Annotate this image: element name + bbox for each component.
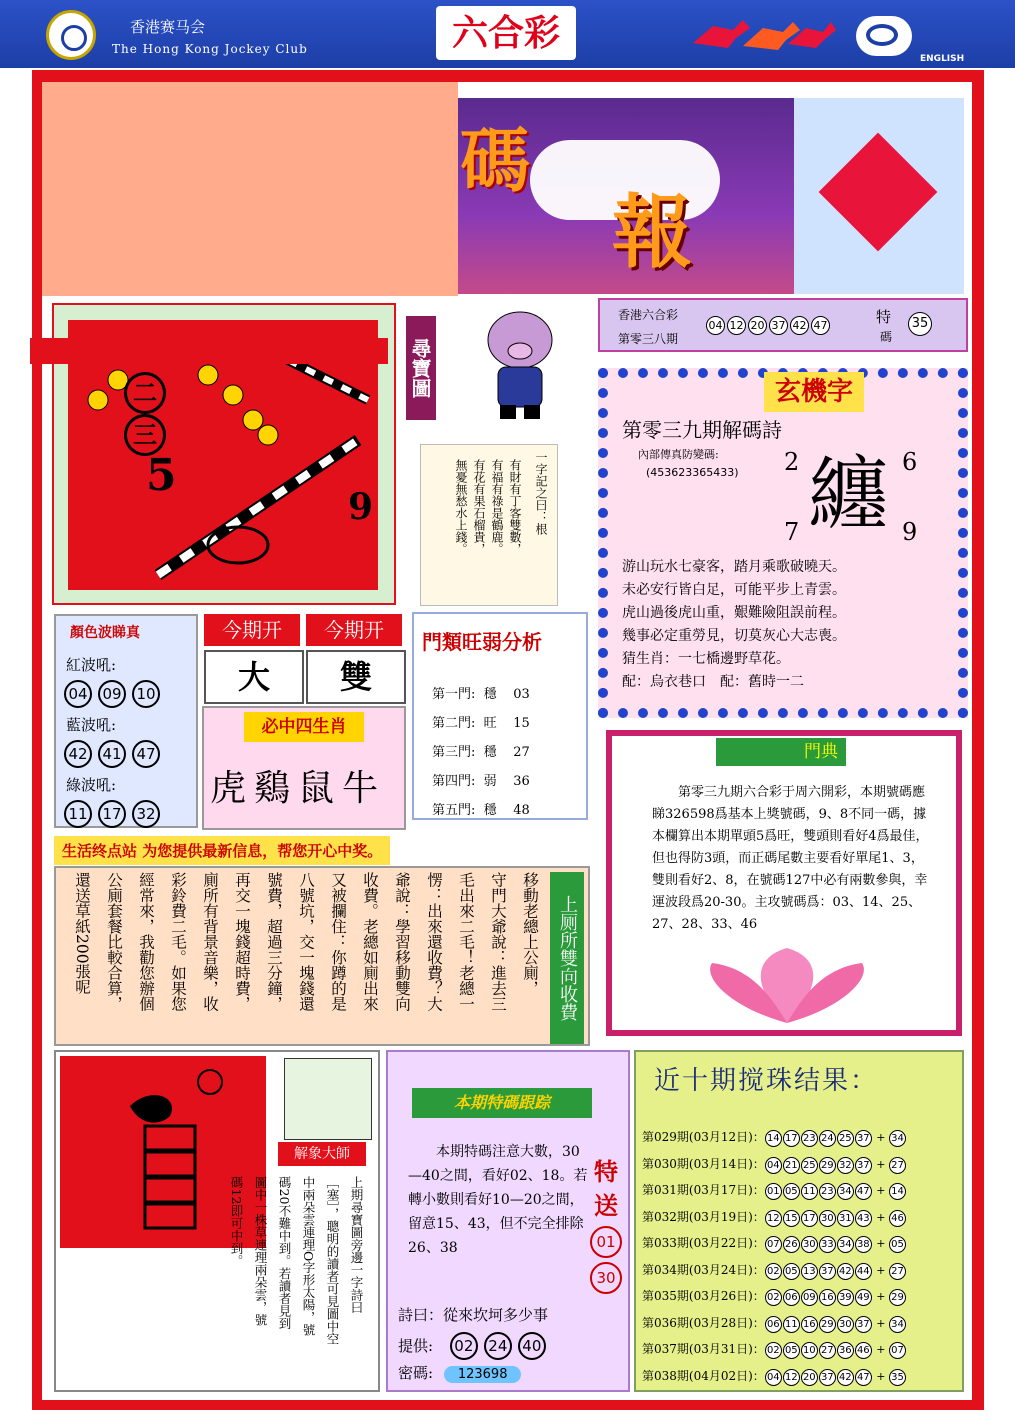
red-ball: 04 bbox=[64, 680, 92, 708]
pig-mascot-icon bbox=[470, 305, 570, 425]
red-ball: 10 bbox=[132, 680, 160, 708]
ball: 47 bbox=[811, 316, 830, 335]
draw-issue: 第033期 bbox=[642, 1236, 689, 1250]
last-draw-numbers bbox=[706, 314, 832, 335]
poem-line: 幾事必定重勞見，切莫灰心大志喪。 bbox=[622, 628, 846, 644]
draw-ball: 26 bbox=[783, 1236, 800, 1253]
poem-line: 猜生肖：一七橋邊野草花。 bbox=[622, 651, 790, 667]
wave-label-blue: 藍波吼: bbox=[66, 716, 117, 734]
draw-special-ball: 29 bbox=[889, 1289, 906, 1306]
story-line: 號費，超過三分鐘， bbox=[265, 872, 283, 1012]
draw-date: (03月17日)： bbox=[688, 1183, 765, 1197]
draw-ball: 47 bbox=[855, 1183, 872, 1200]
story-line: 再交一塊錢超時費， bbox=[233, 872, 251, 1012]
draw-special-ball: 05 bbox=[889, 1236, 906, 1253]
provide-ball: 24 bbox=[484, 1332, 512, 1360]
tonight-label-1: 今期开 bbox=[204, 614, 300, 646]
draw-issue: 第038期 bbox=[642, 1368, 689, 1383]
blue-ball: 47 bbox=[132, 740, 160, 768]
zodiac-animal: 虎 bbox=[210, 768, 255, 809]
draw-issue: 第030期 bbox=[642, 1156, 689, 1171]
interpretation-title: 解象大師 bbox=[278, 1142, 366, 1166]
zodiac-panel bbox=[202, 706, 406, 830]
anti-change-code: (453623365433) bbox=[646, 466, 739, 479]
ball: 12 bbox=[727, 316, 746, 335]
draw-ball: 36 bbox=[837, 1342, 854, 1359]
poem-line: 虎山過後虎山重，艱難險阻誤前程。 bbox=[622, 605, 846, 621]
poem-scroll bbox=[420, 444, 558, 606]
scroll-line-5: 無憂無愁水上錢。 bbox=[454, 459, 468, 555]
draw-issue: 第035期 bbox=[642, 1289, 689, 1303]
draw-row: 第037期(03月31日)： 02 05 10 27 36 46 + 07 bbox=[642, 1340, 908, 1359]
treasure-map-title: 尋寶圖 bbox=[406, 316, 436, 420]
page-title: 六合彩 bbox=[436, 6, 576, 60]
draw-ball: 11 bbox=[783, 1316, 800, 1333]
xuanji-panel bbox=[598, 368, 968, 718]
interpretation-line: 上期尋寶圖旁邊一字詩曰 bbox=[349, 1176, 364, 1314]
draw-ball: 17 bbox=[783, 1130, 800, 1147]
draw-ball: 05 bbox=[783, 1183, 800, 1200]
special-tracking-panel bbox=[386, 1050, 630, 1392]
story-line: 愣：出來還收費？大 bbox=[425, 872, 443, 1012]
door-analysis-panel bbox=[412, 612, 588, 820]
poem-line: 未必安行皆白足，可能平步上青雲。 bbox=[622, 582, 846, 598]
banner-char-ma: 碼 bbox=[460, 119, 530, 202]
draw-ball: 14 bbox=[765, 1130, 782, 1147]
ball: 37 bbox=[769, 316, 788, 335]
draw-ball: 29 bbox=[819, 1316, 836, 1333]
corner-num-br: 9 bbox=[902, 518, 918, 546]
secret-code: 123698 bbox=[444, 1366, 522, 1383]
treasure-char-2: 三 bbox=[124, 414, 166, 456]
recent-draws-title: 近十期搅珠结果： bbox=[654, 1066, 879, 1096]
draw-ball: 12 bbox=[765, 1210, 782, 1227]
draw-row: 第036期(03月28日)： 06 11 16 29 30 37 + 34 bbox=[642, 1314, 908, 1333]
provide-ball: 02 bbox=[450, 1332, 478, 1360]
tips-title: 門典 bbox=[716, 738, 846, 766]
draw-special-ball: 27 bbox=[889, 1157, 906, 1174]
draw-ball: 23 bbox=[801, 1130, 818, 1147]
org-name-en: The Hong Kong Jockey Club bbox=[112, 42, 308, 56]
draw-issue: 第037期 bbox=[642, 1342, 689, 1356]
draw-row: 第031期(03月17日)： 01 05 11 23 34 47 + 14 bbox=[642, 1181, 908, 1200]
special-tracking-title: 本期特碼跟踪 bbox=[412, 1088, 592, 1118]
draw-special-ball: 34 bbox=[889, 1130, 906, 1147]
scroll-line-1: 一字記之曰：根 bbox=[534, 451, 548, 535]
blue-ball: 41 bbox=[98, 740, 126, 768]
tonight-size: 大 bbox=[204, 650, 304, 704]
draw-ball: 27 bbox=[819, 1342, 836, 1359]
interpretation-line: ［塞］，聰明的讀者可見圖中空 bbox=[325, 1176, 340, 1345]
draw-issue: 第032期 bbox=[642, 1209, 689, 1224]
tonight-parity: 雙 bbox=[306, 650, 406, 704]
draw-date: (03月19日)： bbox=[688, 1209, 765, 1224]
story-line: 爺說：學習移動雙向 bbox=[393, 872, 411, 1012]
draw-ball: 06 bbox=[765, 1316, 782, 1333]
draw-ball: 30 bbox=[837, 1316, 854, 1333]
draw-ball: 23 bbox=[819, 1183, 836, 1200]
draw-ball: 44 bbox=[855, 1263, 872, 1280]
scroll-line-3: 有福有祿是鶴鹿。 bbox=[490, 459, 504, 555]
story-line: 經常來，我勸您辦個 bbox=[137, 872, 155, 1012]
draw-ball: 09 bbox=[801, 1289, 818, 1306]
draw-ball: 17 bbox=[801, 1210, 818, 1227]
zodiac-animal: 鷄 bbox=[254, 768, 299, 809]
draw-ball: 37 bbox=[819, 1263, 836, 1280]
draw-issue: 第029期 bbox=[642, 1130, 689, 1144]
draw-ball: 02 bbox=[765, 1263, 782, 1280]
draw-ball: 31 bbox=[837, 1210, 854, 1227]
draw-special-ball: 27 bbox=[889, 1263, 906, 1280]
draw-ball: 32 bbox=[837, 1157, 854, 1174]
tips-panel bbox=[606, 730, 962, 1036]
ball: 04 bbox=[706, 316, 725, 335]
interpretation-line: 碼12即可中到。 bbox=[229, 1176, 244, 1267]
special-tracking-text: 本期特碼注意大數，30—40之間，看好02、18。若轉小數則看好10—20之間，留意15、43，但不完全排除26、38 bbox=[408, 1144, 588, 1256]
draw-date: (03月22日)： bbox=[688, 1236, 765, 1250]
horses-icon bbox=[688, 8, 838, 58]
blue-ball: 42 bbox=[64, 740, 92, 768]
banner-char-bao: 報 bbox=[612, 185, 692, 279]
draw-ball: 06 bbox=[783, 1289, 800, 1306]
door-analysis-title: 門類旺弱分析 bbox=[422, 630, 542, 654]
draw-special-ball: 14 bbox=[889, 1183, 906, 1200]
last-draw-box bbox=[598, 298, 968, 352]
draw-special-ball: 46 bbox=[889, 1210, 906, 1227]
draw-special-ball: 07 bbox=[889, 1342, 906, 1359]
draw-ball: 34 bbox=[837, 1183, 854, 1200]
door-row: 第一門: 穩 03 bbox=[432, 687, 530, 702]
poem-title: 第零三九期解碼詩 bbox=[622, 418, 782, 442]
interpretation-line: 中兩朵雲連理O字形太陽，號 bbox=[301, 1176, 316, 1337]
story-line: 還送草紙200張呢 bbox=[73, 872, 91, 995]
draw-ball: 01 bbox=[765, 1183, 782, 1200]
draw-ball: 46 bbox=[855, 1342, 872, 1359]
special-label-2: 碼 bbox=[880, 330, 893, 344]
last-draw-label: 香港六合彩 bbox=[618, 308, 679, 322]
color-wave-title: 顏色波睇真 bbox=[70, 625, 140, 641]
toilet-story-title: 上厕所雙向收費 bbox=[550, 872, 584, 1044]
ball: 20 bbox=[748, 316, 767, 335]
story-line: 毛出來二毛！老總一 bbox=[457, 872, 475, 1012]
draw-ball: 47 bbox=[855, 1369, 872, 1386]
ball: 42 bbox=[790, 316, 809, 335]
draw-ball: 02 bbox=[765, 1342, 782, 1359]
special-send-ball: 01 bbox=[590, 1226, 622, 1258]
english-link[interactable]: ENGLISH bbox=[920, 54, 965, 64]
draw-ball: 12 bbox=[783, 1369, 800, 1386]
story-line: 守門大爺說：進去三 bbox=[489, 872, 507, 1012]
draw-ball: 05 bbox=[783, 1342, 800, 1359]
door-row: 第五門: 穩 48 bbox=[432, 803, 530, 818]
draw-ball: 43 bbox=[855, 1210, 872, 1227]
anti-change-code-label: 內部傳真防變碼: bbox=[638, 448, 719, 461]
draw-special-ball: 35 bbox=[889, 1369, 906, 1386]
draw-ball: 34 bbox=[837, 1236, 854, 1253]
door-row: 第三門: 穩 27 bbox=[432, 745, 530, 760]
draw-ball: 37 bbox=[819, 1369, 836, 1386]
draw-ball: 25 bbox=[801, 1157, 818, 1174]
draw-ball: 30 bbox=[801, 1236, 818, 1253]
special-send-label-2: 送 bbox=[594, 1191, 618, 1220]
corner-num-tl: 2 bbox=[784, 448, 800, 476]
story-line: 公廁套餐比較合算， bbox=[105, 872, 123, 1012]
treasure-map-bar bbox=[30, 338, 388, 364]
draw-row: 第038期(04月02日)： 04 12 20 37 42 47 + 35 bbox=[642, 1367, 908, 1386]
green-ball: 11 bbox=[64, 800, 92, 828]
draw-row: 第030期(03月14日)： 04 21 25 29 32 37 + 27 bbox=[642, 1155, 908, 1174]
zodiac-title: 必中四生肖 bbox=[244, 712, 364, 742]
corner-num-bl: 7 bbox=[784, 518, 800, 546]
draw-row: 第034期(03月24日)： 02 05 13 37 42 44 + 27 bbox=[642, 1261, 908, 1280]
code-label: 密碼: bbox=[398, 1364, 434, 1382]
draw-ball: 42 bbox=[837, 1263, 854, 1280]
draw-issue: 第031期 bbox=[642, 1183, 689, 1197]
scroll-line-4: 有花有果石榴貴， bbox=[472, 459, 486, 555]
red-ball: 09 bbox=[98, 680, 126, 708]
big-clue-char: 纏 bbox=[808, 448, 888, 541]
poem-note: 詩曰：從來坎坷多少事 bbox=[398, 1306, 549, 1324]
draw-ball: 37 bbox=[855, 1157, 872, 1174]
interpretation-line: 圖中一株草連理兩朵雲，號 bbox=[253, 1176, 268, 1326]
hkjc-logo-icon[interactable] bbox=[46, 10, 96, 60]
wave-label-green: 綠波吼: bbox=[66, 776, 117, 794]
draw-ball: 39 bbox=[837, 1289, 854, 1306]
draw-ball: 49 bbox=[855, 1289, 872, 1306]
draw-ball: 37 bbox=[855, 1130, 872, 1147]
story-line: 又被攔住：你蹲的是 bbox=[329, 872, 347, 1012]
draw-special-ball: 34 bbox=[889, 1316, 906, 1333]
header-bar bbox=[0, 0, 1015, 68]
draw-issue: 第034期 bbox=[642, 1262, 689, 1277]
poem-line: 配：烏衣巷口 配：舊時一二 bbox=[622, 674, 804, 690]
tonight-label-2: 今期开 bbox=[306, 614, 402, 646]
draw-date: (04月02日)： bbox=[688, 1368, 765, 1383]
draw-date: (03月31日)： bbox=[688, 1342, 765, 1356]
draw-ball: 25 bbox=[837, 1130, 854, 1147]
provide-ball: 40 bbox=[518, 1332, 546, 1360]
ad-block bbox=[42, 82, 458, 296]
interpretation-line: 碼20不難中到。若讀者見到 bbox=[277, 1176, 292, 1330]
treasure-digit-left: 5 bbox=[146, 450, 177, 501]
draw-ball: 11 bbox=[801, 1183, 818, 1200]
toilet-story-panel bbox=[54, 866, 590, 1046]
tips-text: 第零三九期六合彩于周六開彩，本期號碼應睇326598爲基本上獎號碼，9、8不同一碼，據本欄算出本期單頭5爲旺，雙頭則看好4爲最佳，但也得防3頭，而正碼尾數主要看好單尾1、3，雙則看好2、8，在號碼127中必有兩數參與，幸運波段爲20-30。主攻號碼爲：03、14、25、27、28、33、46 bbox=[652, 785, 929, 932]
zodiac-animal: 牛 bbox=[342, 768, 387, 809]
draw-date: (03月12日)： bbox=[688, 1130, 765, 1144]
story-line: 八號坑，交一塊錢還 bbox=[297, 872, 315, 1012]
draw-row: 第032期(03月19日)： 12 15 17 30 31 43 + 46 bbox=[642, 1208, 908, 1227]
draw-ball: 37 bbox=[855, 1316, 872, 1333]
story-line: 廁所有背景音樂，收 bbox=[201, 872, 219, 1012]
draw-ball: 04 bbox=[765, 1369, 782, 1386]
zodiac-animal: 鼠 bbox=[298, 768, 343, 809]
door-row: 第二門: 旺 15 bbox=[432, 716, 530, 731]
provide-label: 提供: bbox=[398, 1337, 434, 1355]
door-row: 第四門: 弱 36 bbox=[432, 774, 530, 789]
draw-ball: 24 bbox=[819, 1130, 836, 1147]
treasure-digit-right: 9 bbox=[348, 486, 374, 528]
poem-line: 游山玩水七豪客，踏月乘歌破曉天。 bbox=[622, 559, 846, 575]
color-wave-panel bbox=[54, 614, 198, 828]
scroll-line-2: 有財有丁客雙數， bbox=[508, 459, 522, 555]
green-ball: 32 bbox=[132, 800, 160, 828]
special-label-1: 特 bbox=[876, 308, 892, 326]
draw-issue: 第036期 bbox=[642, 1315, 689, 1330]
draw-ball: 04 bbox=[765, 1157, 782, 1174]
draw-ball: 05 bbox=[783, 1263, 800, 1280]
draw-ball: 07 bbox=[765, 1236, 782, 1253]
draw-ball: 16 bbox=[801, 1316, 818, 1333]
recent-draws-panel bbox=[634, 1050, 964, 1392]
draw-ball: 13 bbox=[801, 1263, 818, 1280]
draw-ball: 20 bbox=[801, 1369, 818, 1386]
story-line: 彩鈴費二毛。如果您 bbox=[169, 872, 187, 1012]
draw-ball: 02 bbox=[765, 1289, 782, 1306]
draw-ball: 33 bbox=[819, 1236, 836, 1253]
draw-ball: 21 bbox=[783, 1157, 800, 1174]
green-ball: 17 bbox=[98, 800, 126, 828]
draw-date: (03月24日)： bbox=[688, 1262, 765, 1277]
draw-ball: 42 bbox=[837, 1369, 854, 1386]
org-name-cn: 香港赛马会 bbox=[130, 18, 206, 36]
wave-label-red: 紅波吼: bbox=[66, 656, 117, 674]
draw-date: (03月28日)： bbox=[688, 1315, 765, 1330]
draw-ball: 16 bbox=[819, 1289, 836, 1306]
english-link-icon[interactable] bbox=[856, 16, 912, 56]
corner-num-tr: 6 bbox=[902, 448, 918, 476]
life-station-banner bbox=[54, 836, 594, 868]
draw-ball: 38 bbox=[855, 1236, 872, 1253]
draw-ball: 15 bbox=[783, 1210, 800, 1227]
special-ball: 35 bbox=[908, 312, 932, 336]
lotus-icon bbox=[672, 948, 902, 1028]
draw-row: 第029期(03月12日)： 14 17 23 24 25 37 + 34 bbox=[642, 1128, 908, 1147]
life-station-text: 生活终点站 为您提供最新信息，帮您开心中奖。 bbox=[54, 836, 390, 865]
draw-date: (03月26日)： bbox=[688, 1289, 765, 1303]
special-send-label-1: 特 bbox=[594, 1157, 618, 1186]
draw-date: (03月14日)： bbox=[688, 1156, 765, 1171]
story-line: 移動老總上公廁， bbox=[521, 872, 539, 996]
xuanji-title: 玄機字 bbox=[764, 372, 864, 412]
hands-writing-icon bbox=[284, 1058, 372, 1140]
draw-ball: 29 bbox=[819, 1157, 836, 1174]
special-send-ball: 30 bbox=[590, 1262, 622, 1294]
draw-row: 第033期(03月22日)： 07 26 30 33 34 38 + 05 bbox=[642, 1234, 908, 1253]
draw-ball: 30 bbox=[819, 1210, 836, 1227]
draw-ball: 10 bbox=[801, 1342, 818, 1359]
treasure-char-1: 二 bbox=[124, 372, 166, 414]
draw-row: 第035期(03月26日)： 02 06 09 16 39 49 + 29 bbox=[642, 1287, 908, 1306]
last-draw-issue: 第零三八期 bbox=[618, 332, 679, 346]
story-line: 收費。老總如廁出來 bbox=[361, 872, 379, 1012]
